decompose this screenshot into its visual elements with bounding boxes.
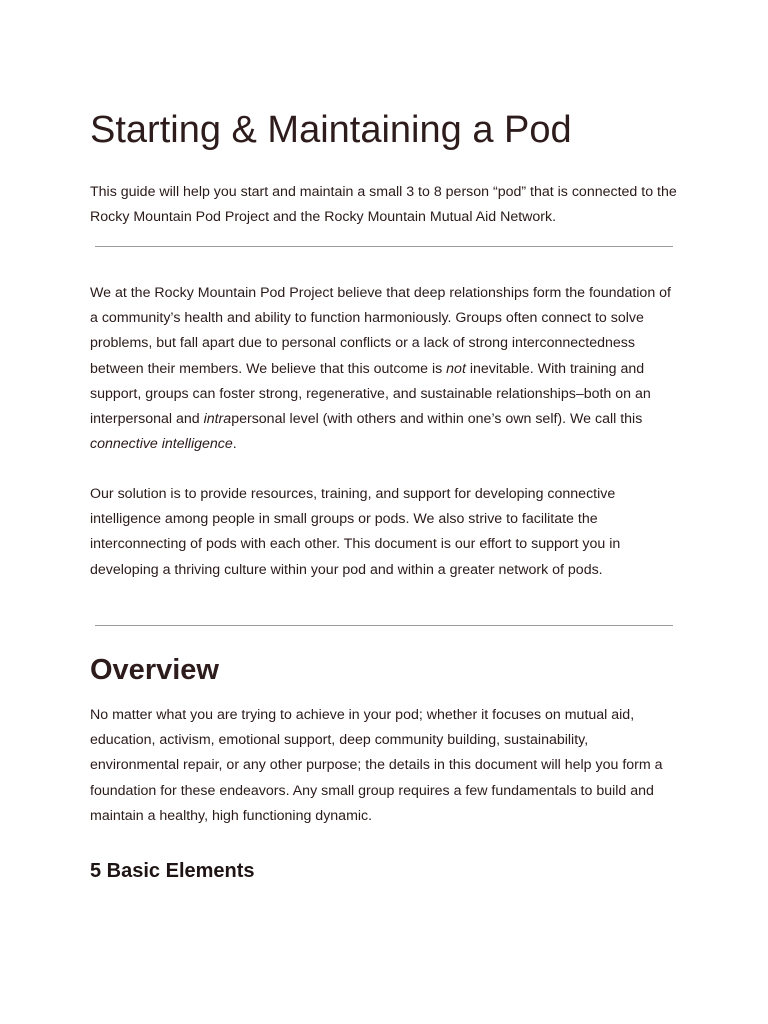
divider bbox=[95, 625, 673, 626]
intro-paragraph: This guide will help you start and maintain a small 3 to 8 person “pod” that is connected to the Rocky Mountain Pod Project and the Rocky Mountain Mutual Aid Network. bbox=[90, 184, 677, 226]
overview-heading: Overview bbox=[90, 654, 219, 686]
text-span: . bbox=[232, 436, 237, 453]
text-span: inevitable. With training and support, groups can foster strong, regenerative, and sustainable relationships–both on an interpersonal and bbox=[90, 360, 651, 428]
section-heading-basic-elements: 5 Basic Elements bbox=[90, 860, 255, 882]
body-paragraph-solution: Our solution is to provide resources, training, and support for developing connective intelligence among people in small groups or pods. We also strive to facilitate the interconnecting of pods with each other. This document is our effort to support you in developing a thriving culture within your pod and within a greater network of pods. bbox=[90, 486, 621, 578]
text-span: personal level (with others and within one’s own self). We call this bbox=[231, 411, 643, 428]
divider bbox=[95, 246, 673, 247]
emphasis-text: not bbox=[446, 360, 466, 377]
emphasis-text: intra bbox=[203, 411, 232, 428]
body-paragraph-beliefs bbox=[90, 281, 678, 457]
page-title: Starting & Maintaining a Pod bbox=[90, 109, 572, 151]
emphasis-text: connective intelligence bbox=[90, 436, 233, 453]
text-span: We at the Rocky Mountain Pod Project believe that deep relationships form the foundation of a community’s health and ability to function harmoniously. Groups often connect to solve problems, but fall apart due to personal conflicts or a lack of strong interconnectedness between their members. We believe that this outcome is bbox=[90, 285, 671, 377]
overview-paragraph: No matter what you are trying to achieve in your pod; whether it focuses on mutual aid, education, activism, emotional support, deep community building, sustainability, environmental repair, or any other purpose; the details in this document will help you form a foundation for these endeavors. Any small group requires a few fundamentals to build and maintain a healthy, high functioning dynamic. bbox=[90, 707, 663, 824]
